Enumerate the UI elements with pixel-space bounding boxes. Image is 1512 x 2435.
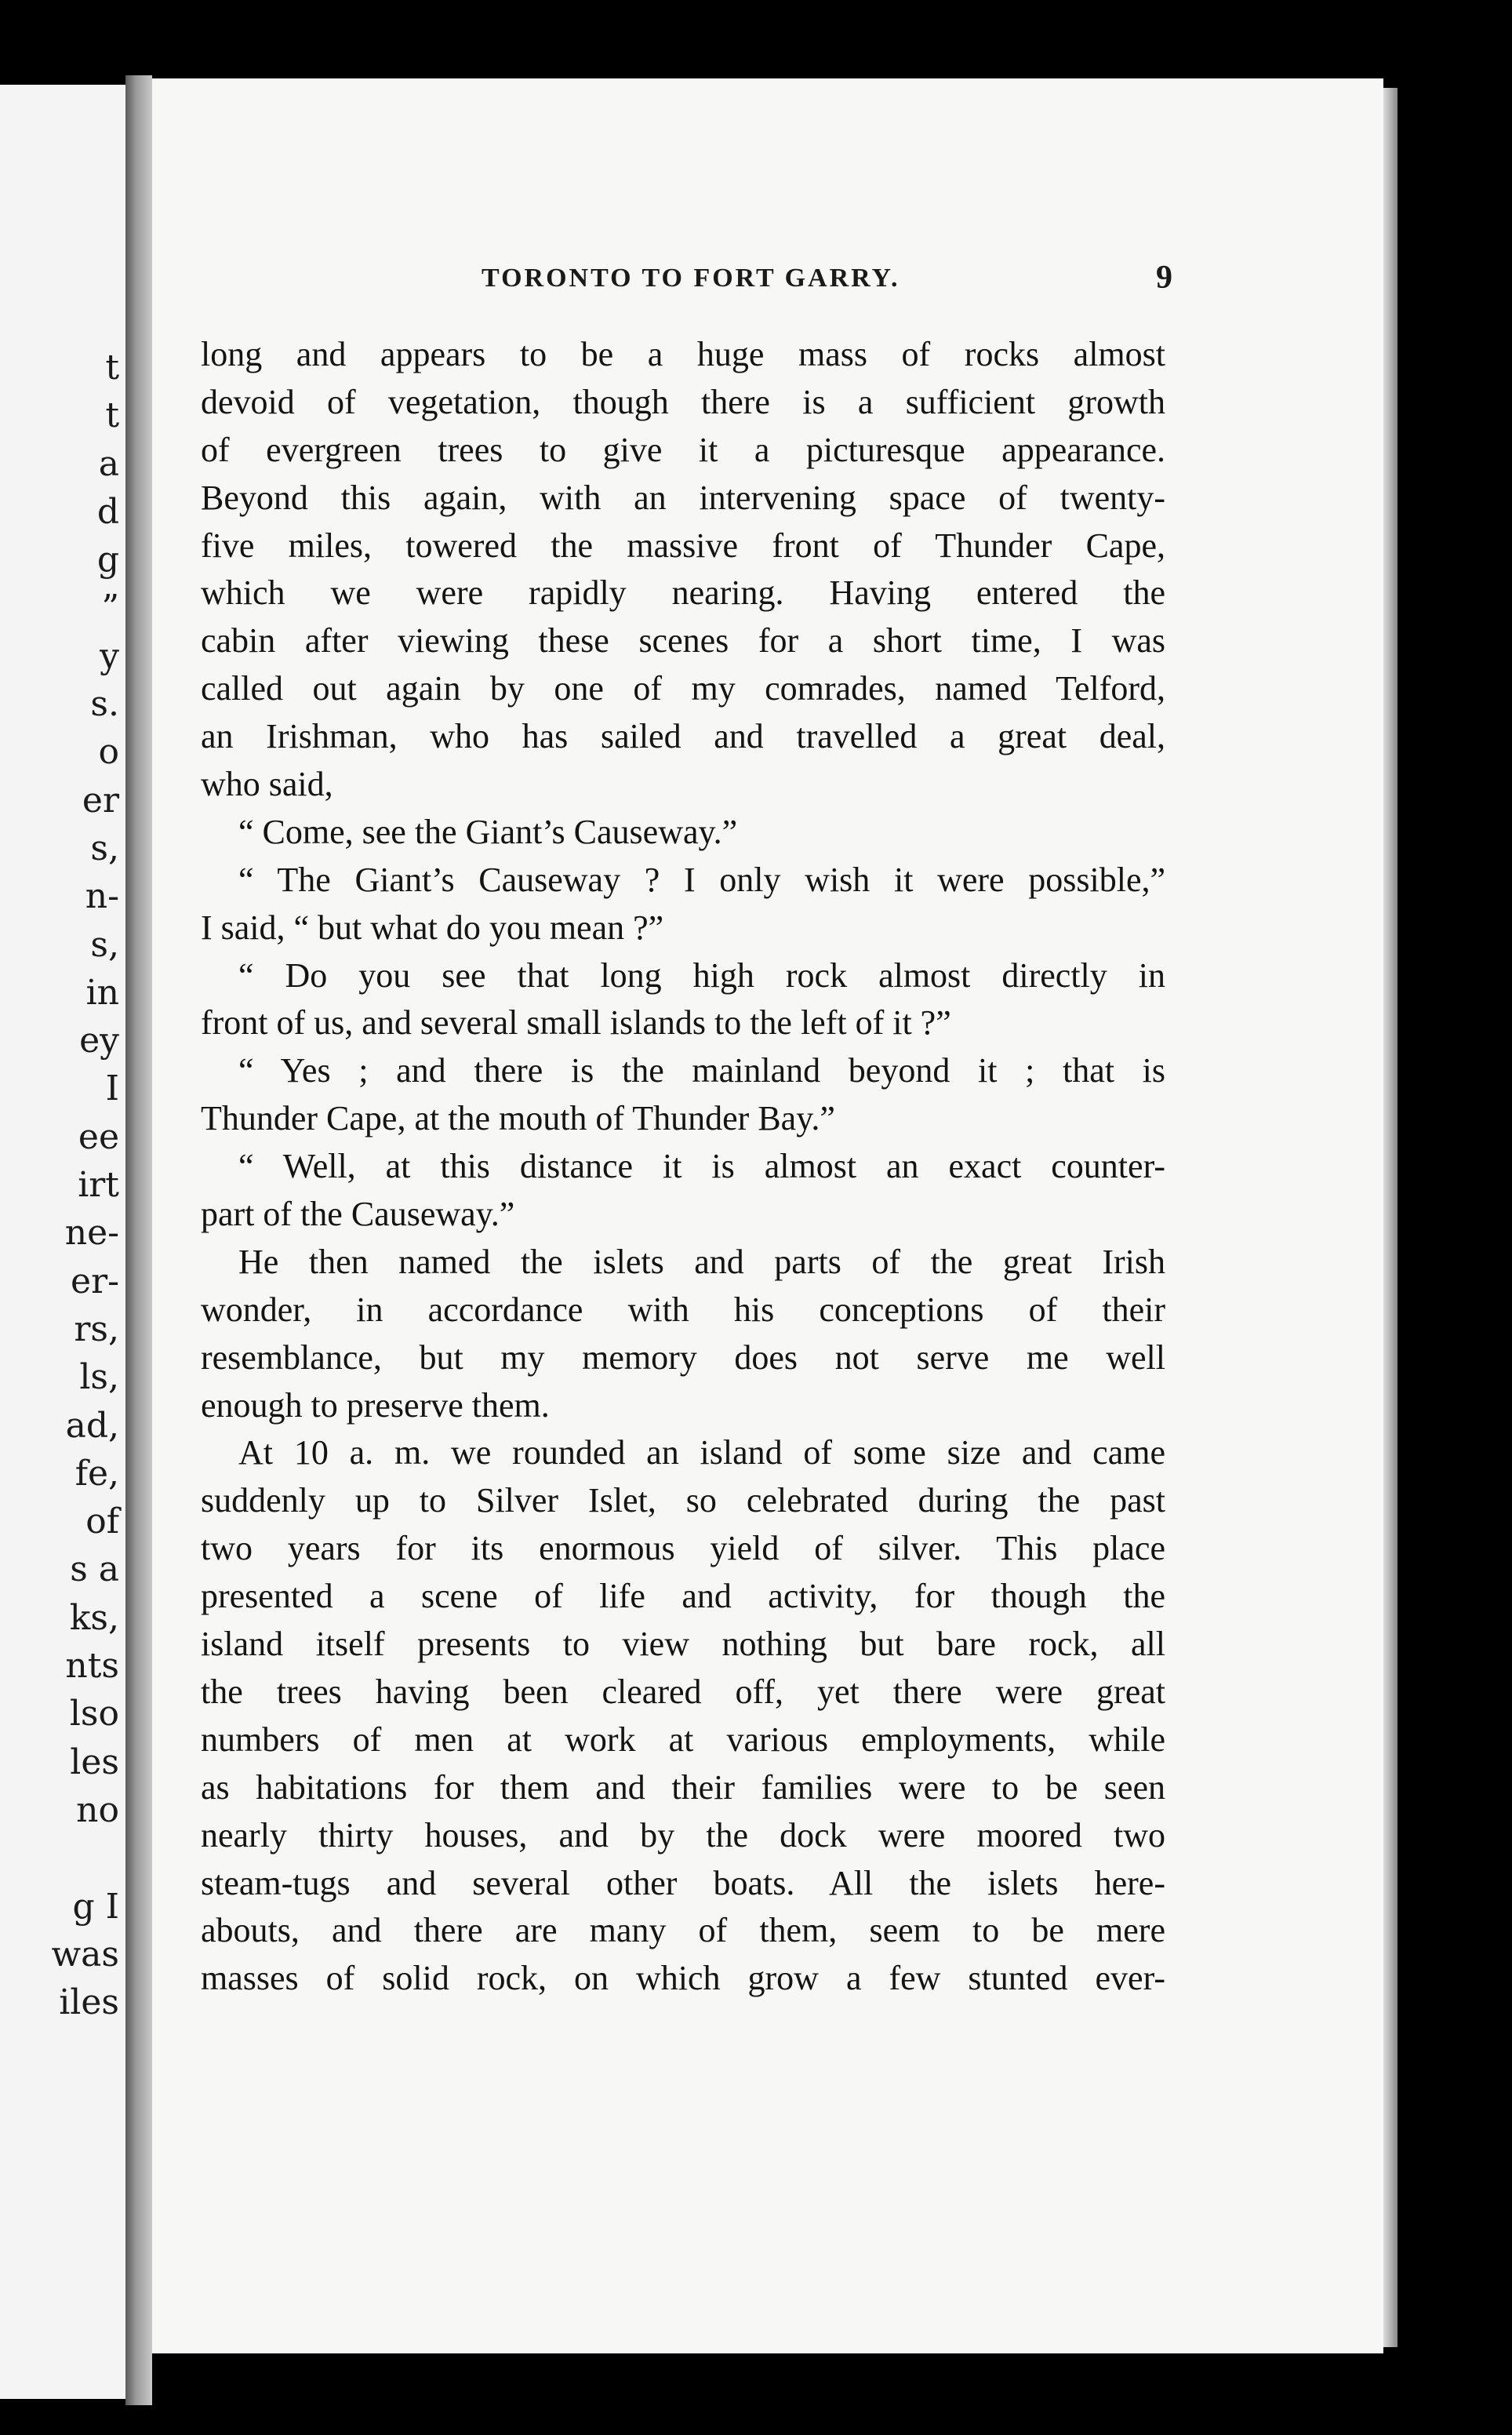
text-line: front of us, and several small islands to the left of it ?” xyxy=(201,1003,951,1043)
body-text xyxy=(201,331,1165,2003)
left-fragment: s, xyxy=(90,924,119,965)
left-fragment: d xyxy=(96,491,119,532)
left-fragment: of xyxy=(85,1501,119,1542)
text-line: part of the Causeway.” xyxy=(201,1195,515,1234)
left-page-text-fragments xyxy=(52,344,119,2026)
left-fragment: ad, xyxy=(65,1405,119,1446)
text-line: “ Come, see the Giant’s Causeway.” xyxy=(238,812,738,851)
text-line: nearly thirty houses, and by the dock were moored two xyxy=(201,1815,1165,1854)
page-edge-shadow xyxy=(1383,88,1398,2347)
left-fragment: in xyxy=(85,972,119,1013)
left-fragment: t xyxy=(105,348,119,388)
left-fragment: s. xyxy=(90,684,119,725)
text-line: suddenly up to Silver Islet, so celebrated during the past xyxy=(201,1481,1165,1520)
left-fragment: ne- xyxy=(64,1213,119,1254)
text-line: called out again by one of my comrades, named Telford, xyxy=(201,669,1165,708)
left-fragment: rs, xyxy=(74,1308,119,1349)
text-line: an Irishman, who has sailed and travelled a great deal, xyxy=(201,717,1165,756)
running-head xyxy=(152,260,1383,311)
left-fragment: g I xyxy=(72,1886,119,1927)
text-line: enough to preserve them. xyxy=(201,1385,550,1425)
left-fragment: g xyxy=(96,540,119,581)
text-line: “ Do you see that long high rock almost directly in xyxy=(238,955,1165,995)
text-line: which we were rapidly nearing. Having entered the xyxy=(201,573,1165,613)
text-line: five miles, towered the massive front of Thunder Cape, xyxy=(201,526,1165,565)
left-fragment: I xyxy=(105,1068,119,1109)
text-line: Beyond this again, with an intervening space of twenty- xyxy=(201,478,1165,517)
text-line: presented a scene of life and activity, for though the xyxy=(201,1577,1165,1616)
text-line: of evergreen trees to give it a picturesque appearance. xyxy=(201,430,1165,469)
left-fragment: t xyxy=(105,395,119,436)
text-line: resemblance, but my memory does not serve me well xyxy=(201,1338,1165,1377)
text-line: numbers of men at work at various employments, while xyxy=(201,1720,1165,1759)
text-line: the trees having been cleared off, yet there were great xyxy=(201,1672,1165,1711)
text-line: Thunder Cape, at the mouth of Thunder Bay.” xyxy=(201,1099,835,1138)
text-line: steam-tugs and several other boats. All the islets here- xyxy=(201,1863,1165,1902)
left-fragment: n- xyxy=(85,876,119,917)
left-fragment: iles xyxy=(59,1982,119,2023)
left-fragment: nts xyxy=(65,1646,119,1687)
left-fragment: lso xyxy=(69,1694,119,1734)
text-line: devoid of vegetation, though there is a sufficient growth xyxy=(201,382,1165,421)
text-line: island itself presents to view nothing but bare rock, all xyxy=(201,1625,1165,1664)
left-fragment: er xyxy=(82,780,119,821)
left-fragment: y xyxy=(100,635,119,676)
text-line: “ Yes ; and there is the mainland beyond it ; that is xyxy=(238,1051,1165,1090)
left-fragment: les xyxy=(70,1742,119,1782)
text-line: He then named the islets and parts of the great Irish xyxy=(238,1242,1165,1281)
left-fragment: ” xyxy=(101,588,119,628)
text-line: cabin after viewing these scenes for a short time, I was xyxy=(201,621,1165,661)
book-gutter xyxy=(125,75,152,2405)
left-fragment: s, xyxy=(90,828,119,868)
text-line: masses of solid rock, on which grow a few stunted ever- xyxy=(201,1959,1165,1998)
left-fragment: was xyxy=(51,1934,119,1975)
text-line: “ Well, at this distance it is almost an exact counter- xyxy=(238,1147,1165,1186)
text-line: long and appears to be a huge mass of rocks almost xyxy=(201,335,1165,373)
text-line: two years for its enormous yield of silver. This place xyxy=(201,1529,1165,1568)
text-line: abouts, and there are many of them, seem to be mere xyxy=(201,1911,1165,1950)
left-fragment: ey xyxy=(79,1021,119,1061)
left-fragment: a xyxy=(98,443,119,484)
left-fragment: o xyxy=(98,732,119,773)
left-fragment: no xyxy=(76,1789,119,1830)
left-fragment: irt xyxy=(78,1165,119,1206)
book-page xyxy=(152,78,1383,2353)
text-line: as habitations for them and their families were to be seen xyxy=(201,1767,1165,1807)
left-fragment xyxy=(52,1834,119,1882)
left-fragment: ls, xyxy=(79,1357,119,1398)
left-fragment: ee xyxy=(78,1116,119,1157)
text-line: who said, xyxy=(201,765,333,804)
left-fragment: ks, xyxy=(69,1597,119,1638)
running-head-title: TORONTO TO FORT GARRY. xyxy=(482,264,900,293)
text-line: At 10 a. m. we rounded an island of some size and came xyxy=(238,1433,1165,1472)
text-line: I said, “ but what do you mean ?” xyxy=(201,908,664,947)
left-fragment: s a xyxy=(70,1549,119,1590)
left-fragment: fe, xyxy=(75,1453,119,1494)
page-number: 9 xyxy=(1156,260,1172,296)
text-line: “ The Giant’s Causeway ? I only wish it were possible,” xyxy=(238,860,1165,899)
left-fragment: er- xyxy=(71,1261,119,1301)
left-facing-page xyxy=(0,85,125,2399)
text-line: wonder, in accordance with his conceptions of their xyxy=(201,1290,1165,1329)
